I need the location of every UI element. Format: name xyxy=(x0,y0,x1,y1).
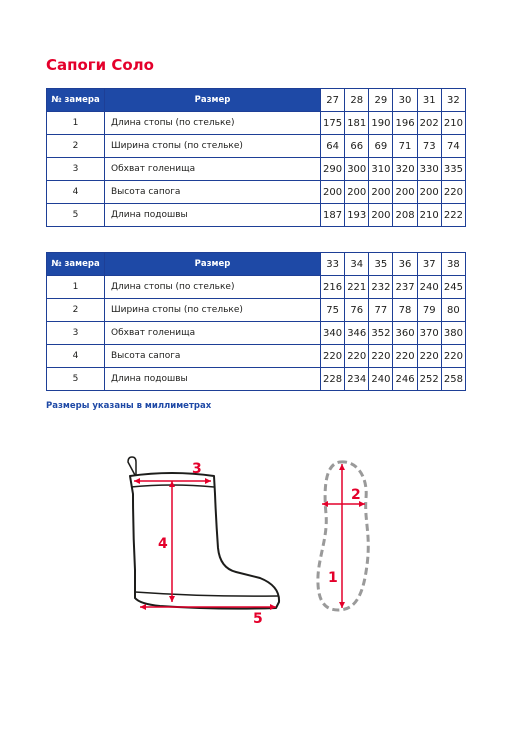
size-value: 245 xyxy=(441,276,465,299)
size-value: 380 xyxy=(441,322,465,345)
size-value: 210 xyxy=(417,204,441,227)
size-column-header: 36 xyxy=(393,253,417,276)
parameter-name: Высота сапога xyxy=(105,181,321,204)
size-value: 370 xyxy=(417,322,441,345)
size-column-header: 31 xyxy=(417,89,441,112)
table-row xyxy=(47,112,466,135)
size-value: 69 xyxy=(369,135,393,158)
size-value: 330 xyxy=(417,158,441,181)
size-value: 240 xyxy=(417,276,441,299)
insole-outline xyxy=(318,462,368,610)
table-header-row xyxy=(47,89,466,112)
parameter-name: Ширина стопы (по стельке) xyxy=(105,135,321,158)
size-value: 77 xyxy=(369,299,393,322)
size-value: 73 xyxy=(417,135,441,158)
size-value: 352 xyxy=(369,322,393,345)
measure-1-line xyxy=(339,464,345,608)
size-value: 310 xyxy=(369,158,393,181)
size-value: 210 xyxy=(441,112,465,135)
parameter-name: Высота сапога xyxy=(105,345,321,368)
measure-number: 2 xyxy=(47,135,105,158)
size-value: 74 xyxy=(441,135,465,158)
table-row xyxy=(47,322,466,345)
boot-illustration xyxy=(128,457,279,609)
size-value: 71 xyxy=(393,135,417,158)
table-row xyxy=(47,276,466,299)
parameter-name: Длина стопы (по стельке) xyxy=(105,276,321,299)
size-value: 232 xyxy=(369,276,393,299)
size-table-1 xyxy=(46,88,466,227)
size-value: 246 xyxy=(393,368,417,391)
measure-header: № замера xyxy=(47,253,105,276)
size-value: 220 xyxy=(441,181,465,204)
size-value: 80 xyxy=(441,299,465,322)
parameter-name: Длина стопы (по стельке) xyxy=(105,112,321,135)
size-value: 75 xyxy=(321,299,345,322)
size-value: 220 xyxy=(417,345,441,368)
size-value: 76 xyxy=(345,299,369,322)
size-value: 78 xyxy=(393,299,417,322)
size-value: 190 xyxy=(369,112,393,135)
page-title: Сапоги Соло xyxy=(46,56,154,74)
measure-number: 3 xyxy=(47,158,105,181)
size-value: 175 xyxy=(321,112,345,135)
size-header: Размер xyxy=(105,253,321,276)
table-row xyxy=(47,135,466,158)
size-column-header: 30 xyxy=(393,89,417,112)
size-value: 234 xyxy=(345,368,369,391)
table-row xyxy=(47,181,466,204)
size-value: 200 xyxy=(369,204,393,227)
size-value: 193 xyxy=(345,204,369,227)
size-value: 200 xyxy=(321,181,345,204)
size-column-header: 37 xyxy=(417,253,441,276)
label-3: 3 xyxy=(192,461,202,477)
parameter-name: Обхват голенища xyxy=(105,158,321,181)
measure-header: № замера xyxy=(47,89,105,112)
size-column-header: 35 xyxy=(369,253,393,276)
table-header-row xyxy=(47,253,466,276)
size-value: 200 xyxy=(345,181,369,204)
table-row xyxy=(47,345,466,368)
size-value: 216 xyxy=(321,276,345,299)
units-note: Размеры указаны в миллиметрах xyxy=(46,401,212,411)
size-column-header: 33 xyxy=(321,253,345,276)
parameter-name: Ширина стопы (по стельке) xyxy=(105,299,321,322)
measure-number: 4 xyxy=(47,345,105,368)
label-4: 4 xyxy=(158,536,168,552)
boot-pull-tab xyxy=(128,457,136,477)
size-column-header: 29 xyxy=(369,89,393,112)
size-column-header: 32 xyxy=(441,89,465,112)
size-value: 208 xyxy=(393,204,417,227)
size-value: 252 xyxy=(417,368,441,391)
label-1: 1 xyxy=(328,570,338,586)
size-value: 340 xyxy=(321,322,345,345)
size-value: 346 xyxy=(345,322,369,345)
size-value: 237 xyxy=(393,276,417,299)
size-value: 64 xyxy=(321,135,345,158)
table-row xyxy=(47,368,466,391)
size-value: 200 xyxy=(417,181,441,204)
measure-number: 1 xyxy=(47,112,105,135)
size-value: 240 xyxy=(369,368,393,391)
measure-number: 5 xyxy=(47,204,105,227)
table-row xyxy=(47,299,466,322)
parameter-name: Обхват голенища xyxy=(105,322,321,345)
measure-number: 5 xyxy=(47,368,105,391)
parameter-name: Длина подошвы xyxy=(105,204,321,227)
size-column-header: 34 xyxy=(345,253,369,276)
size-column-header: 28 xyxy=(345,89,369,112)
size-value: 300 xyxy=(345,158,369,181)
table-row xyxy=(47,204,466,227)
boot-body xyxy=(130,473,279,609)
measurement-diagram xyxy=(0,440,512,640)
size-value: 79 xyxy=(417,299,441,322)
measure-number: 4 xyxy=(47,181,105,204)
size-value: 360 xyxy=(393,322,417,345)
size-value: 200 xyxy=(369,181,393,204)
size-value: 220 xyxy=(393,345,417,368)
size-header: Размер xyxy=(105,89,321,112)
size-value: 222 xyxy=(441,204,465,227)
size-value: 220 xyxy=(369,345,393,368)
size-value: 202 xyxy=(417,112,441,135)
size-column-header: 38 xyxy=(441,253,465,276)
parameter-name: Длина подошвы xyxy=(105,368,321,391)
size-value: 221 xyxy=(345,276,369,299)
size-column-header: 27 xyxy=(321,89,345,112)
size-value: 181 xyxy=(345,112,369,135)
size-value: 258 xyxy=(441,368,465,391)
label-5: 5 xyxy=(253,611,263,627)
size-value: 220 xyxy=(441,345,465,368)
size-value: 196 xyxy=(393,112,417,135)
size-table-2 xyxy=(46,252,466,391)
measure-number: 2 xyxy=(47,299,105,322)
size-value: 200 xyxy=(393,181,417,204)
size-value: 220 xyxy=(321,345,345,368)
measure-number: 3 xyxy=(47,322,105,345)
size-value: 320 xyxy=(393,158,417,181)
size-value: 220 xyxy=(345,345,369,368)
label-2: 2 xyxy=(351,487,361,503)
size-value: 187 xyxy=(321,204,345,227)
size-value: 335 xyxy=(441,158,465,181)
size-value: 290 xyxy=(321,158,345,181)
measure-number: 1 xyxy=(47,276,105,299)
size-value: 228 xyxy=(321,368,345,391)
size-value: 66 xyxy=(345,135,369,158)
table-row xyxy=(47,158,466,181)
